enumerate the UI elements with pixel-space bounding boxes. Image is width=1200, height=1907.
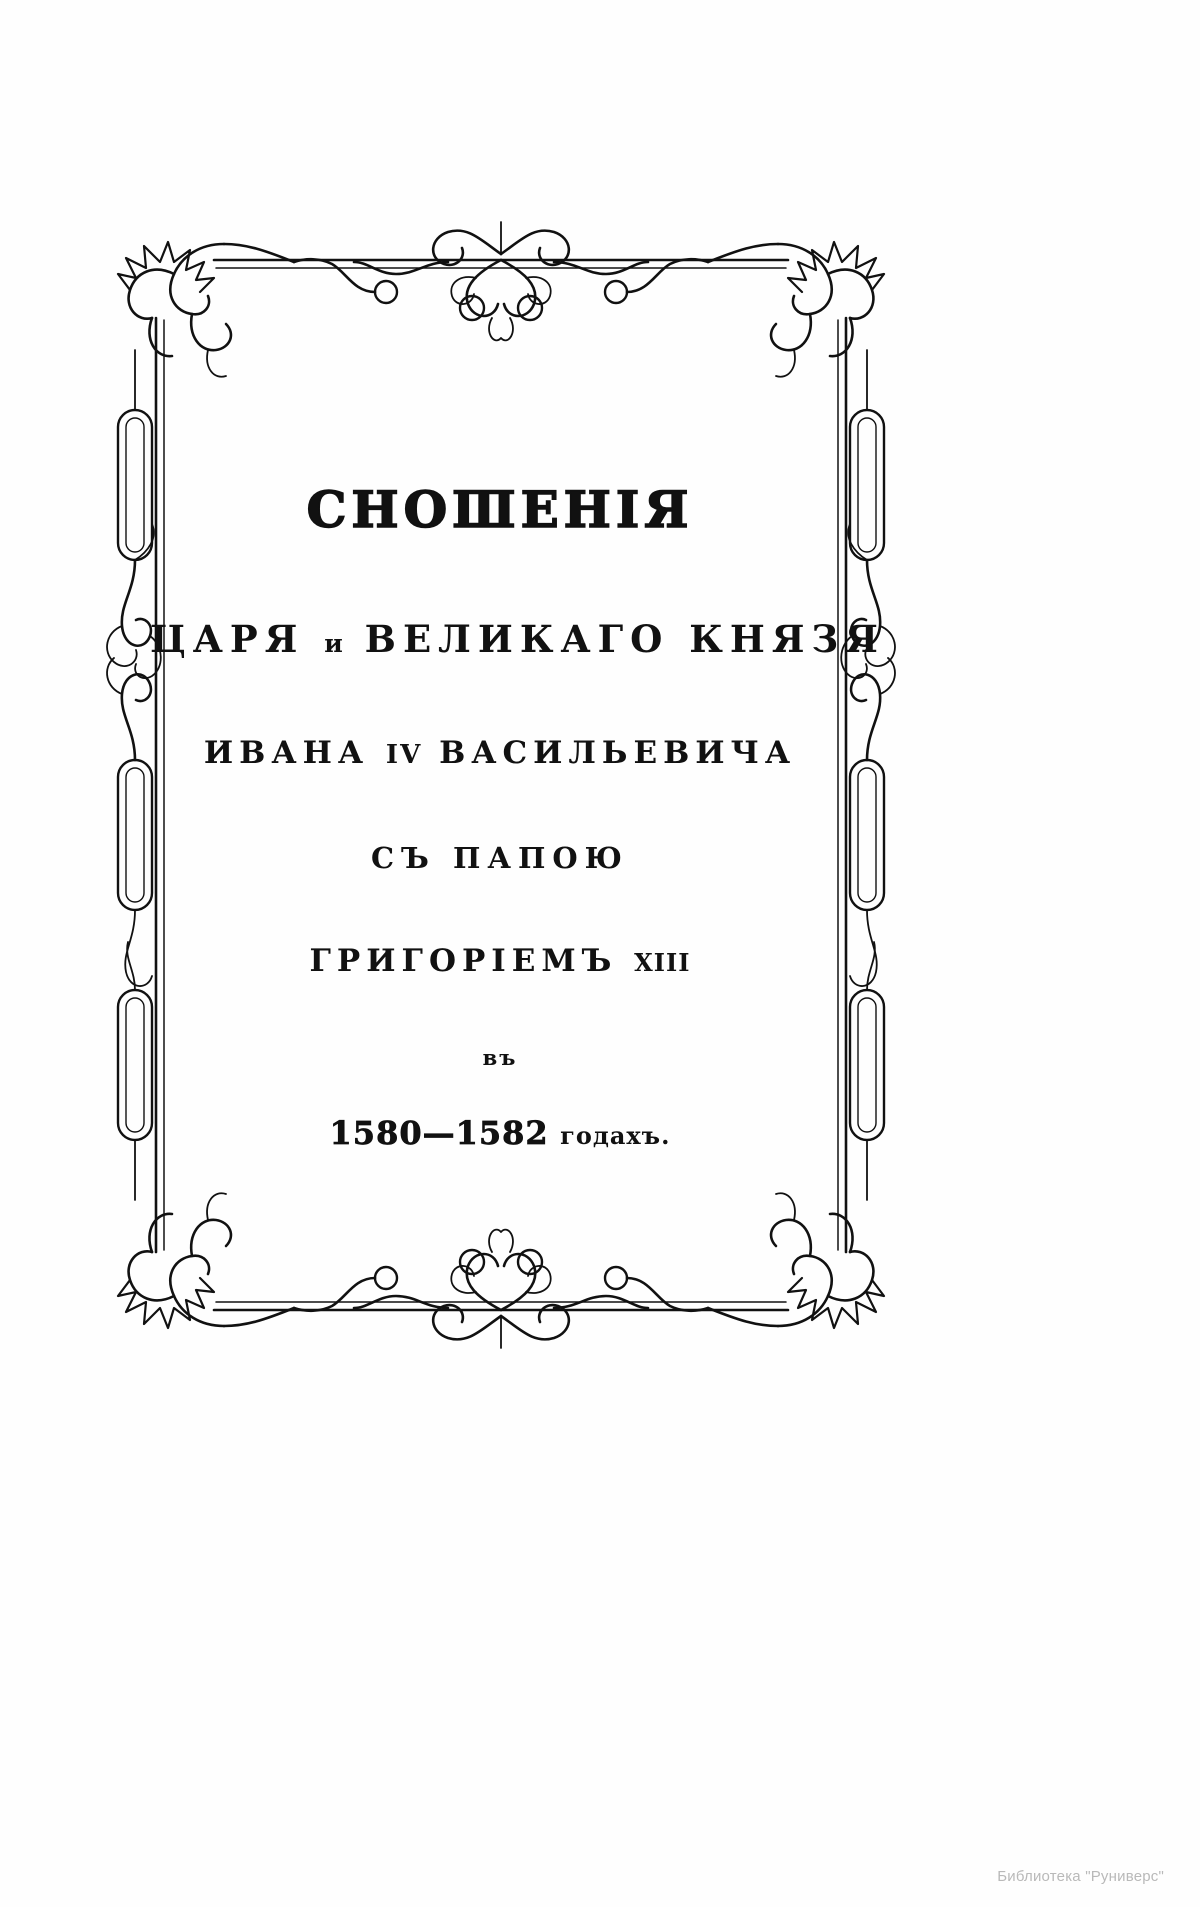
title-line-5-numeral: XIII — [634, 948, 691, 977]
title-line-4: СЪ ПАПОЮ — [371, 841, 629, 875]
title-line-2 — [150, 617, 885, 661]
title-block — [150, 480, 885, 1152]
title-line-3-numeral: IV — [385, 740, 423, 770]
title-line-2-part-2: ВЕЛИКАГО КНЯЗЯ — [364, 617, 885, 661]
title-line-7 — [150, 1114, 850, 1152]
library-watermark: Библиотека "Руниверс" — [997, 1868, 1164, 1885]
title-line-5-part-1: ГРИГОРІЕМЪ — [309, 943, 618, 979]
title-line-2-conjunction: и — [324, 629, 345, 658]
title-line-6: въ — [482, 1045, 518, 1070]
title-line-3-part-1: ИВАНА — [203, 735, 370, 771]
title-line-5 — [150, 943, 850, 979]
title-line-3 — [150, 735, 850, 771]
title-year-word: годахъ. — [560, 1121, 671, 1150]
title-line-1: СНОШЕНІЯ — [306, 480, 694, 539]
title-line-2-part-1: ЦАРЯ — [150, 617, 305, 661]
title-year-range: 1580—1582 — [329, 1114, 549, 1152]
title-line-3-part-2: ВАСИЛЬЕВИЧА — [439, 735, 797, 771]
